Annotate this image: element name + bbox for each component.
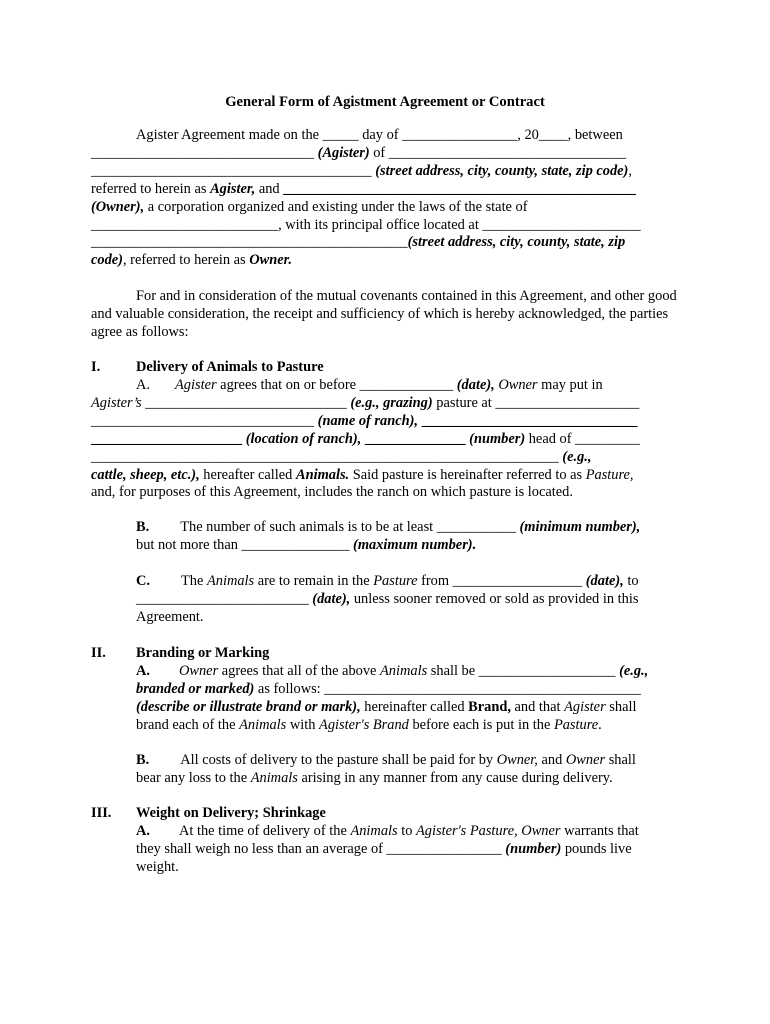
pasture-term: Pasture (373, 573, 418, 589)
blank-field: _________________________________________________ (283, 180, 636, 197)
address-label: (street address, city, county, state, zip (407, 234, 626, 251)
section-2-a (136, 663, 681, 735)
animals-term: Animals (380, 663, 428, 679)
blank-field: _______________________________ (91, 412, 318, 429)
clause-text: The number of such animals is to be at least ___________ (180, 519, 520, 535)
s1a-line-7 (91, 484, 681, 502)
example-label: cattle, sheep, etc.), (91, 466, 200, 483)
s2b-line-1 (136, 752, 681, 770)
intro-text: of _________________________________ (369, 144, 627, 161)
intro-line-4 (91, 181, 681, 199)
animals-term: Animals (239, 716, 287, 733)
section-title: Branding or Marking (136, 645, 270, 661)
s1a-line-5 (91, 449, 681, 467)
date-label: (date), (312, 590, 351, 607)
clause-text: shall (605, 752, 636, 768)
s1b-line-1 (136, 519, 681, 537)
blank-field: they shall weigh no less than an average of ________________ (136, 840, 506, 857)
clause-text: weight. (136, 858, 179, 875)
document-title: General Form of Agistment Agreement or Contract (225, 94, 545, 110)
intro-text: a corporation organized and existing under the laws of the state of (144, 198, 528, 215)
blank-field: ________________________ (136, 590, 313, 607)
clause-text: head of _________ (525, 430, 640, 447)
s2a-line-4 (136, 717, 681, 735)
blank-field: _________________________________________________________________ (91, 448, 563, 465)
clause-text: and that (510, 698, 565, 715)
intro-text: Agister Agreement made on the _____ day of ________________, 20____, between (136, 127, 623, 143)
intro-line-3 (91, 163, 681, 181)
s2a-line-1 (136, 663, 681, 681)
clause-text: . (598, 716, 602, 733)
agister-pasture-term: Agister's Pasture, (416, 823, 518, 839)
pasture-term: Pasture (553, 716, 599, 733)
clause-label: A. (136, 663, 150, 679)
clause-text: hereinafter called (360, 698, 469, 715)
s2a-line-2 (136, 681, 681, 699)
address-label: (street address, city, county, state, zip code) (375, 162, 629, 179)
owner-term: Owner (179, 663, 219, 679)
section-2-heading (91, 645, 269, 663)
blank-field: shall be ___________________ (427, 663, 620, 679)
s1c-line-3 (136, 609, 681, 627)
section-2-b (136, 752, 681, 788)
animals-term: Animals (350, 823, 398, 839)
agister-term: Agister’s (91, 394, 142, 411)
consideration-text: For and in consideration of the mutual covenants contained in this Agreement, and other good and valuable consideration, the receipt and sufficiency of which is hereby acknowledged, the parties agree as follows: (91, 288, 677, 340)
date-label: (date), (585, 573, 624, 589)
s1a-line-4 (91, 431, 681, 449)
ranch-location-label: (location of ranch), (245, 430, 362, 447)
clause-label: A. (136, 377, 150, 393)
blank-field: ______________ (361, 430, 470, 447)
animals-term: Animals (250, 769, 298, 786)
consideration-paragraph (91, 288, 681, 342)
intro-paragraph (91, 127, 681, 270)
owner-label: (Owner), (91, 198, 145, 215)
s1a-line-3 (91, 413, 681, 431)
clause-text: brand each of the (136, 716, 240, 733)
section-number: II. (91, 645, 106, 661)
clause-text: arising in any manner from any cause during delivery. (297, 769, 613, 786)
s2a-line-3 (136, 699, 681, 717)
blank-field: _______________________________ (91, 144, 318, 161)
example-label: (e.g., (562, 448, 592, 465)
section-3-heading (91, 805, 326, 823)
section-1-b (136, 519, 681, 555)
s1c-line-2 (136, 591, 681, 609)
agister-brand-term: Agister's Brand (319, 716, 409, 733)
clause-text: agrees that on or before _____________ (216, 377, 457, 393)
clause-text: hereafter called (199, 466, 296, 483)
clause-label: B. (136, 519, 150, 535)
clause-text: to (623, 573, 639, 589)
section-3-a (136, 823, 681, 877)
clause-text: pounds live (561, 840, 632, 857)
minimum-label: (minimum number), (519, 519, 641, 535)
s2b-line-2 (136, 770, 681, 788)
clause-text: and (537, 752, 566, 768)
clause-text: All costs of delivery to the pasture shall be paid for by (180, 752, 497, 768)
section-title: Weight on Delivery; Shrinkage (136, 805, 326, 821)
agister-term: Agister (564, 698, 606, 715)
s3a-line-1 (136, 823, 681, 841)
section-1-a (91, 377, 681, 502)
clause-text: warrants that (560, 823, 639, 839)
clause-label: B. (136, 752, 150, 768)
clause-text: may put in (537, 377, 603, 393)
address-label: code) (91, 252, 123, 269)
clause-text: with (286, 716, 320, 733)
clause-text: Said pasture is hereinafter referred to as (349, 466, 586, 483)
owner-term: Owner (521, 823, 561, 839)
clause-text: are to remain in the (254, 573, 374, 589)
blank-field: from __________________ (417, 573, 586, 589)
section-1-heading (91, 359, 324, 377)
clause-text: to (397, 823, 416, 839)
clause-label: A. (136, 823, 150, 839)
blank-field: as follows: ____________________________________________ (254, 680, 641, 697)
maximum-label: (maximum number). (353, 536, 477, 553)
blank-field: _______________________________________ (91, 162, 376, 179)
s1a-line-6 (91, 467, 681, 485)
section-1-c (136, 573, 681, 627)
example-label: (e.g., (619, 663, 649, 679)
owner-term: Owner (498, 377, 538, 393)
clause-text: Agreement. (136, 608, 204, 625)
intro-text: , referred to herein as (122, 252, 250, 269)
blank-field: ____________________________ (141, 394, 351, 411)
clause-text: bear any loss to the (136, 769, 251, 786)
s3a-line-3 (136, 859, 681, 877)
animals-term: Animals (206, 573, 255, 589)
intro-line-2 (91, 145, 681, 163)
example-label: (e.g., grazing) (350, 394, 433, 411)
blank-field: _____________________ (91, 430, 246, 447)
intro-text: and (255, 180, 284, 197)
brand-term: Brand, (468, 698, 511, 715)
s1c-line-1 (136, 573, 681, 591)
clause-text: unless sooner removed or sold as provided in this (350, 590, 639, 607)
s3a-line-2 (136, 841, 681, 859)
intro-line-1 (91, 127, 681, 145)
owner-term: Owner, (496, 752, 538, 768)
number-label: (number) (505, 840, 562, 857)
clause-text: agrees that all of the above (218, 663, 381, 679)
clause-text: At the time of delivery of the (179, 823, 351, 839)
section-number: III. (91, 805, 112, 821)
intro-text: , (628, 162, 632, 179)
agister-term: Agister, (210, 180, 256, 197)
intro-text: __________________________, with its principal office located at ______________________ (91, 216, 641, 233)
clause-text: before each is put in the (408, 716, 554, 733)
clause-label: C. (136, 573, 150, 589)
brand-description-label: (describe or illustrate brand or mark), (136, 698, 361, 715)
pasture-term: Pasture, (585, 466, 634, 483)
section-number: I. (91, 359, 101, 375)
clause-text: shall (605, 698, 637, 715)
intro-line-8 (91, 252, 681, 270)
example-label: branded or marked) (136, 680, 255, 697)
clause-text: but not more than _______________ (136, 536, 354, 553)
owner-term: Owner (565, 752, 606, 768)
intro-line-5 (91, 199, 681, 217)
clause-text: The (181, 573, 207, 589)
owner-term: Owner. (249, 252, 293, 269)
agister-term: Agister (175, 377, 217, 393)
ranch-name-label: (name of ranch), (317, 412, 418, 429)
date-label: (date), (456, 377, 495, 393)
clause-text: pasture at ____________________ (432, 394, 640, 411)
intro-line-6 (91, 217, 681, 235)
section-title: Delivery of Animals to Pasture (136, 359, 324, 375)
clause-text: and, for purposes of this Agreement, includes the ranch on which pasture is located. (91, 484, 573, 501)
animals-term: Animals. (295, 466, 350, 483)
number-label: (number) (469, 430, 526, 447)
s1a-line-2 (91, 395, 681, 413)
s1b-line-2 (136, 537, 681, 555)
s1a-line-1 (91, 377, 681, 395)
blank-field: ____________________________________________ (91, 234, 408, 251)
blank-field: ______________________________ (418, 412, 638, 429)
intro-text: referred to herein as (91, 180, 211, 197)
intro-line-7 (91, 234, 681, 252)
agister-label: (Agister) (317, 144, 370, 161)
